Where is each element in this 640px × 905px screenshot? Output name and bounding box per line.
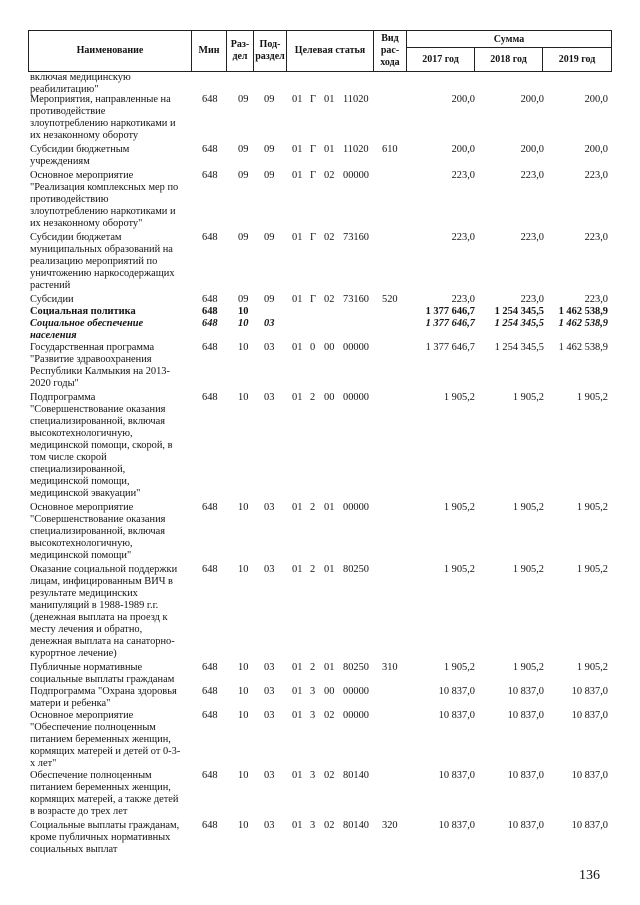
- target-event: 01: [324, 144, 335, 155]
- table-row: [30, 500, 610, 562]
- row-name: Подпрограмма "Совершенствование оказания специализированной, включая высокотехнологичную, медицинской помощи, скорой, в том числе скорой специализированной, медицинской помощи, медицинской эвакуации": [30, 392, 173, 499]
- section-code: 10: [238, 564, 249, 575]
- table-row: [30, 168, 610, 230]
- amount-2017: 1 377 646,7: [425, 306, 475, 317]
- table-row: [30, 92, 610, 142]
- ministry-code: 648: [202, 94, 218, 105]
- amount-2017: 1 377 646,7: [425, 318, 475, 329]
- target-subprogram: Г: [310, 170, 317, 181]
- subsection-code: 03: [264, 564, 275, 575]
- amount-2018: 223,0: [520, 170, 544, 181]
- section-code: 10: [238, 502, 249, 513]
- section-code: 10: [238, 318, 249, 329]
- amount-2018: 10 837,0: [507, 710, 544, 721]
- target-direction: 00000: [343, 502, 369, 513]
- amount-2019: 10 837,0: [571, 710, 608, 721]
- subsection-code: 09: [264, 232, 275, 243]
- expense-type: 320: [382, 820, 398, 831]
- table-row: [30, 708, 610, 768]
- amount-2017: 1 377 646,7: [425, 342, 475, 353]
- target-event: 01: [324, 662, 335, 673]
- amount-2019: 10 837,0: [571, 820, 608, 831]
- table-row: [30, 660, 610, 684]
- section-code: 10: [238, 342, 249, 353]
- target-direction: 00000: [343, 392, 369, 403]
- table-row: [30, 768, 610, 818]
- row-name: Публичные нормативные социальные выплаты гражданам: [30, 662, 175, 685]
- header-razdel: Раз- дел: [227, 31, 254, 71]
- header-summa: Сумма: [407, 31, 611, 48]
- target-direction: 00000: [343, 710, 369, 721]
- target-event: 02: [324, 170, 335, 181]
- amount-2017: 223,0: [451, 170, 475, 181]
- target-direction: 80250: [343, 564, 369, 575]
- target-event: 00: [324, 686, 335, 697]
- subsection-code: 03: [264, 770, 275, 781]
- amount-2019: 10 837,0: [571, 686, 608, 697]
- ministry-code: 648: [202, 294, 218, 305]
- ministry-code: 648: [202, 662, 218, 673]
- section-code: 10: [238, 662, 249, 673]
- row-name: Подпрограмма "Охрана здоровья матери и ребенка": [30, 686, 177, 709]
- subsection-code: 09: [264, 144, 275, 155]
- target-program: 01: [292, 564, 303, 575]
- amount-2019: 10 837,0: [571, 770, 608, 781]
- expense-type: 610: [382, 144, 398, 155]
- header-celevaya-statya: Целевая статья: [287, 31, 374, 71]
- amount-2017: 1 905,2: [443, 662, 475, 673]
- section-code: 10: [238, 710, 249, 721]
- table-row: [30, 818, 610, 856]
- row-name: Оказание социальной поддержки лицам, инфицированным ВИЧ в результате медицинских манипуляций в 1988-1989 г.г. (денежная выплата на проезд к месту лечения и обратно, денежная выплата на санаторно-курортное лечение): [30, 564, 178, 659]
- amount-2018: 223,0: [520, 232, 544, 243]
- target-subprogram: Г: [310, 294, 317, 305]
- target-program: 01: [292, 342, 303, 353]
- ministry-code: 648: [202, 392, 218, 403]
- target-event: 02: [324, 820, 335, 831]
- row-name: Мероприятия, направленные на противодействие злоупотреблению наркотиками и их незаконному обороту: [30, 94, 176, 141]
- amount-2018: 1 254 345,5: [494, 342, 544, 353]
- target-event: 02: [324, 770, 335, 781]
- table-row: [30, 562, 610, 660]
- amount-2018: 200,0: [520, 94, 544, 105]
- amount-2017: 1 905,2: [443, 392, 475, 403]
- target-event: 00: [324, 392, 335, 403]
- target-subprogram: 2: [310, 564, 316, 575]
- target-subprogram: 3: [310, 770, 316, 781]
- row-name: Социальные выплаты гражданам, кроме публичных нормативных социальных выплат: [30, 820, 180, 855]
- target-subprogram: 2: [310, 662, 316, 673]
- subsection-code: 03: [264, 392, 275, 403]
- target-subprogram: 2: [310, 502, 316, 513]
- target-program: 01: [292, 820, 303, 831]
- amount-2019: 1 905,2: [576, 392, 608, 403]
- target-event: 00: [324, 342, 335, 353]
- amount-2018: 1 905,2: [512, 564, 544, 575]
- section-code: 10: [238, 306, 249, 317]
- section-code: 10: [238, 686, 249, 697]
- target-subprogram: Г: [310, 232, 317, 243]
- subsection-code: 03: [264, 662, 275, 673]
- row-name: Обеспечение полноценным питанием беременных женщин, кормящих матерей, а также детей в возрасте до трех лет: [30, 770, 179, 817]
- target-program: 01: [292, 94, 303, 105]
- ministry-code: 648: [202, 318, 218, 329]
- row-name: Субсидии бюджетам муниципальных образований на реализацию мероприятий по уничтожению наркосодержащих растений: [30, 232, 175, 291]
- target-program: 01: [292, 232, 303, 243]
- amount-2018: 1 905,2: [512, 662, 544, 673]
- table-row: [30, 340, 610, 390]
- target-direction: 11020: [343, 94, 369, 105]
- target-direction: 80140: [343, 820, 369, 831]
- amount-2017: 223,0: [451, 232, 475, 243]
- ministry-code: 648: [202, 232, 218, 243]
- table-row: [30, 316, 610, 340]
- target-direction: 73160: [343, 294, 369, 305]
- row-name: Основное мероприятие "Обеспечение полноценным питанием беременных женщин, кормящих матерей и детей от 0-3-х лет": [30, 710, 181, 769]
- target-program: 01: [292, 770, 303, 781]
- row-name: Субсидии: [30, 294, 74, 305]
- table-row: [30, 70, 610, 95]
- row-name: Субсидии бюджетным учреждениям: [30, 144, 130, 167]
- target-subprogram: Г: [310, 94, 317, 105]
- header-2019: 2019 год: [558, 54, 596, 65]
- budget-table-body: [30, 70, 610, 856]
- ministry-code: 648: [202, 306, 218, 317]
- table-row: [30, 684, 610, 708]
- subsection-code: 03: [264, 820, 275, 831]
- target-direction: 73160: [343, 232, 369, 243]
- target-program: 01: [292, 710, 303, 721]
- expense-type: 310: [382, 662, 398, 673]
- ministry-code: 648: [202, 686, 218, 697]
- target-event: 02: [324, 710, 335, 721]
- subsection-code: 09: [264, 294, 275, 305]
- target-program: 01: [292, 144, 303, 155]
- row-name: включая медицинскую реабилитацию": [30, 72, 131, 95]
- header-2017: 2017 год: [407, 48, 475, 71]
- page-number: 136: [579, 868, 600, 883]
- amount-2019: 1 462 538,9: [558, 342, 608, 353]
- header-podrazdel: Под- раздел: [254, 31, 287, 71]
- subsection-code: 09: [264, 170, 275, 181]
- amount-2018: 10 837,0: [507, 820, 544, 831]
- target-subprogram: 0: [310, 342, 316, 353]
- amount-2017: 10 837,0: [438, 820, 475, 831]
- amount-2018: 1 254 345,5: [494, 306, 544, 317]
- table-row: [30, 142, 610, 168]
- target-program: 01: [292, 662, 303, 673]
- amount-2017: 200,0: [451, 144, 475, 155]
- section-code: 09: [238, 94, 249, 105]
- amount-2018: 1 905,2: [512, 392, 544, 403]
- target-direction: 00000: [343, 342, 369, 353]
- target-subprogram: 3: [310, 820, 316, 831]
- amount-2019: 223,0: [584, 232, 608, 243]
- ministry-code: 648: [202, 144, 218, 155]
- amount-2019: 200,0: [584, 144, 608, 155]
- amount-2019: 1 462 538,9: [558, 306, 608, 317]
- amount-2018: 223,0: [520, 294, 544, 305]
- target-subprogram: 3: [310, 710, 316, 721]
- amount-2019: 223,0: [584, 170, 608, 181]
- table-row: [30, 390, 610, 500]
- target-event: 01: [324, 502, 335, 513]
- amount-2019: 1 462 538,9: [558, 318, 608, 329]
- target-subprogram: Г: [310, 144, 317, 155]
- amount-2019: 223,0: [584, 294, 608, 305]
- amount-2018: 1 254 345,5: [494, 318, 544, 329]
- section-code: 10: [238, 392, 249, 403]
- ministry-code: 648: [202, 564, 218, 575]
- header-2018: 2018 год: [475, 48, 543, 71]
- row-name: Основное мероприятие "Реализация комплексных мер по противодействию злоупотреблению наркотиками и их незаконному обороту": [30, 170, 179, 229]
- target-subprogram: 3: [310, 686, 316, 697]
- amount-2019: 1 905,2: [576, 564, 608, 575]
- subsection-code: 03: [264, 710, 275, 721]
- expense-type: 520: [382, 294, 398, 305]
- amount-2017: 10 837,0: [438, 710, 475, 721]
- subsection-code: 09: [264, 94, 275, 105]
- target-event: 02: [324, 294, 335, 305]
- amount-2018: 1 905,2: [512, 502, 544, 513]
- target-direction: 00000: [343, 170, 369, 181]
- amount-2019: 1 905,2: [576, 502, 608, 513]
- section-code: 10: [238, 770, 249, 781]
- section-code: 10: [238, 820, 249, 831]
- row-name: Социальная политика: [30, 306, 136, 317]
- target-event: 02: [324, 232, 335, 243]
- amount-2017: 1 905,2: [443, 502, 475, 513]
- target-program: 01: [292, 170, 303, 181]
- amount-2017: 223,0: [451, 294, 475, 305]
- target-subprogram: 2: [310, 392, 316, 403]
- ministry-code: 648: [202, 710, 218, 721]
- row-name: Социальное обеспечение населения: [30, 318, 144, 341]
- target-direction: 80250: [343, 662, 369, 673]
- header-vid-rashoda: Вид рас- хода: [374, 31, 407, 71]
- header-name: Наименование: [29, 31, 192, 71]
- amount-2019: 1 905,2: [576, 662, 608, 673]
- target-event: 01: [324, 94, 335, 105]
- section-code: 09: [238, 170, 249, 181]
- table-row: [30, 304, 610, 316]
- row-name: Государственная программа "Развитие здравоохранения Республики Калмыкия на 2013-2020 годы": [30, 342, 170, 389]
- target-program: 01: [292, 392, 303, 403]
- target-direction: 00000: [343, 686, 369, 697]
- subsection-code: 03: [264, 502, 275, 513]
- ministry-code: 648: [202, 502, 218, 513]
- table-row: [30, 292, 610, 304]
- table-row: [30, 230, 610, 292]
- subsection-code: 03: [264, 318, 275, 329]
- target-program: 01: [292, 294, 303, 305]
- subsection-code: 03: [264, 686, 275, 697]
- amount-2018: 10 837,0: [507, 686, 544, 697]
- target-direction: 80140: [343, 770, 369, 781]
- ministry-code: 648: [202, 342, 218, 353]
- ministry-code: 648: [202, 170, 218, 181]
- amount-2017: 10 837,0: [438, 686, 475, 697]
- subsection-code: 03: [264, 342, 275, 353]
- target-event: 01: [324, 564, 335, 575]
- ministry-code: 648: [202, 770, 218, 781]
- target-program: 01: [292, 502, 303, 513]
- target-direction: 11020: [343, 144, 369, 155]
- target-program: 01: [292, 686, 303, 697]
- row-name: Основное мероприятие "Совершенствование оказания специализированной, включая высокотехнологичную, медицинской помощи": [30, 502, 166, 561]
- amount-2017: 200,0: [451, 94, 475, 105]
- section-code: 09: [238, 144, 249, 155]
- ministry-code: 648: [202, 820, 218, 831]
- section-code: 09: [238, 232, 249, 243]
- header-min: Мин: [192, 31, 227, 71]
- amount-2018: 200,0: [520, 144, 544, 155]
- amount-2019: 200,0: [584, 94, 608, 105]
- table-header: [28, 30, 612, 72]
- amount-2018: 10 837,0: [507, 770, 544, 781]
- amount-2017: 1 905,2: [443, 564, 475, 575]
- section-code: 09: [238, 294, 249, 305]
- amount-2017: 10 837,0: [438, 770, 475, 781]
